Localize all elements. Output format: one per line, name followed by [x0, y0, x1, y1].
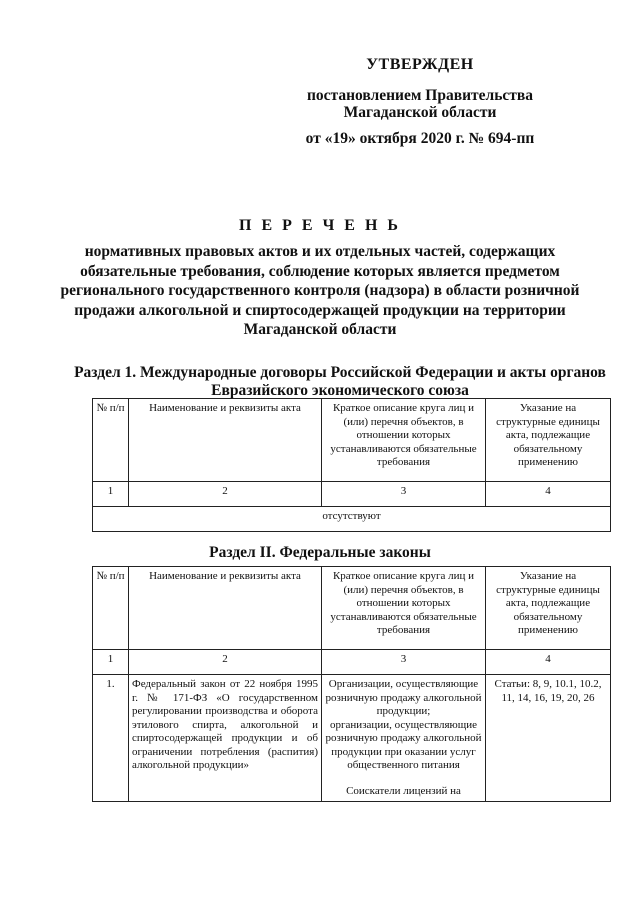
- empty-section-text: отсутствуют: [93, 507, 611, 532]
- row-persons: [322, 675, 486, 802]
- section-1-table: [92, 398, 611, 532]
- column-number-1: 1: [93, 482, 129, 507]
- header-units: Указание на структурные единицы акта, подлежащие обязательному применению: [486, 567, 611, 650]
- column-number-2: 2: [129, 482, 322, 507]
- document-title: П Е Р Е Ч Е Н Ь: [239, 217, 401, 234]
- row-act-name: Федеральный закон от 22 ноября 1995 г. № 171-ФЗ «О государственном регулировании производства и оборота этилового спирта, алкогольной и спиртосодержащей продукции и об ограничении потребления (распития) алкогольной продукции»: [129, 675, 322, 802]
- section-1-heading: Раздел 1. Международные договоры Российской Федерации и акты органов Евразийского экономического союза: [74, 364, 606, 399]
- header-number: № п/п: [93, 399, 129, 482]
- table-column-numbers-row: [93, 650, 611, 675]
- row-persons-part-2: организации, осуществляющие розничную продажу алкогольной продукции при оказании услуг общественного питания: [325, 718, 482, 771]
- header-number: № п/п: [93, 567, 129, 650]
- row-number: 1.: [93, 675, 129, 802]
- row-persons-part-3: Соискатели лицензий на: [346, 784, 461, 797]
- table-row: [93, 507, 611, 532]
- table-header-row: [93, 567, 611, 650]
- header-act-name: Наименование и реквизиты акта: [129, 567, 322, 650]
- row-units: Статьи: 8, 9, 10.1, 10.2, 11, 14, 16, 19, 20, 26: [486, 675, 611, 802]
- column-number-3: 3: [322, 650, 486, 675]
- header-persons: Краткое описание круга лиц и (или) перечня объектов, в отношении которых устанавливаются обязательные требования: [322, 567, 486, 650]
- section-2-table: [92, 566, 611, 802]
- document-subtitle: нормативных правовых актов и их отдельных частей, содержащих обязательные требования, соблюдение которых является предметом регионального государственного контроля (надзора) в области розничной продажи алкогольной и спиртосодержащей продукции на территории Магаданской области: [60, 243, 580, 338]
- column-number-3: 3: [322, 482, 486, 507]
- section-2-heading: Раздел II. Федеральные законы: [209, 544, 431, 561]
- column-number-4: 4: [486, 482, 611, 507]
- header-act-name: Наименование и реквизиты акта: [129, 399, 322, 482]
- approval-date-number: от «19» октября 2020 г. № 694-пп: [305, 130, 535, 147]
- approval-line-1: постановлением Правительства: [306, 87, 534, 104]
- header-persons: Краткое описание круга лиц и (или) перечня объектов, в отношении которых устанавливаются обязательные требования: [322, 399, 486, 482]
- table-column-numbers-row: [93, 482, 611, 507]
- column-number-2: 2: [129, 650, 322, 675]
- table-header-row: [93, 399, 611, 482]
- row-persons-part-1: Организации, осуществляющие розничную продажу алкогольной продукции;: [325, 678, 482, 717]
- approval-title: УТВЕРЖДЕН: [366, 56, 474, 73]
- table-row: [93, 675, 611, 802]
- column-number-4: 4: [486, 650, 611, 675]
- column-number-1: 1: [93, 650, 129, 675]
- header-units: Указание на структурные единицы акта, подлежащие обязательному применению: [486, 399, 611, 482]
- approval-line-2: Магаданской области: [343, 104, 497, 121]
